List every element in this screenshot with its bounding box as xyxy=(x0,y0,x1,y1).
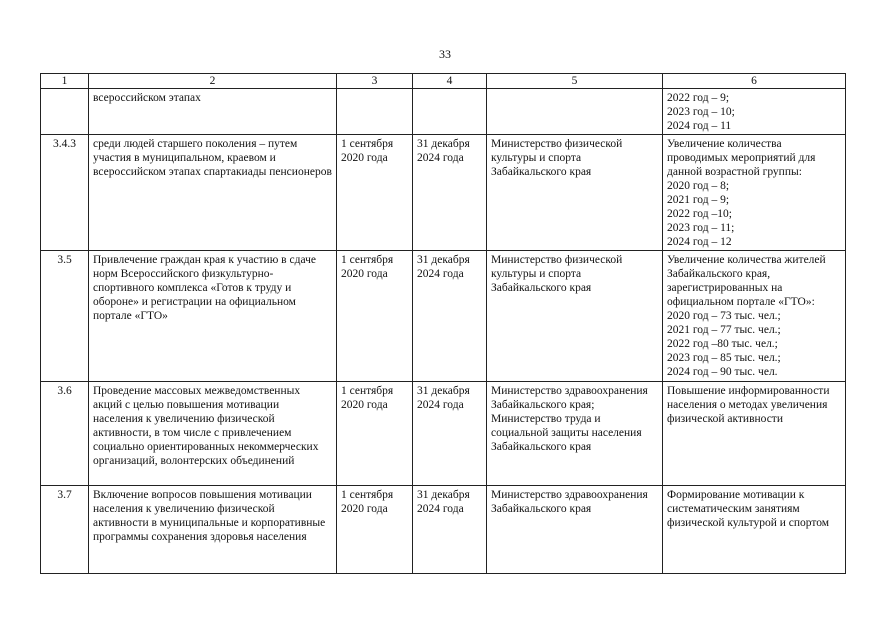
end-date-cell: 31 декабря 2024 года xyxy=(413,135,487,251)
activity-cell: Привлечение граждан края к участию в сдаче норм Всероссийского физкультурно-спортивного комплекса «Готов к труду и обороне» и регистрации на официальном портале «ГТО» xyxy=(89,251,337,382)
row-number: 3.5 xyxy=(41,251,89,382)
result-line: 2023 год – 85 тыс. чел.; xyxy=(667,352,781,364)
header-cell-5: 5 xyxy=(487,74,663,89)
result-line: 2022 год –80 тыс. чел.; xyxy=(667,338,778,350)
table-row xyxy=(41,486,846,574)
activity-cell: среди людей старшего поколения – путем участия в муниципальном, краевом и всероссийском этапах спартакиады пенсионеров xyxy=(89,135,337,251)
start-date-cell: 1 сентября 2020 года xyxy=(337,486,413,574)
row-number: 3.7 xyxy=(41,486,89,574)
result-line: Увеличение количества проводимых мероприятий для данной возрастной группы: xyxy=(667,138,816,178)
result-line: 2022 год –10; xyxy=(667,208,732,220)
result-line: 2023 год – 11; xyxy=(667,222,735,234)
executor-cell: Министерство физической культуры и спорта Забайкальского края xyxy=(487,251,663,382)
row-number: 3.4.3 xyxy=(41,135,89,251)
result-line: 2023 год – 10; xyxy=(667,106,735,118)
result-line: Повышение информированности населения о методах увеличения физической активности xyxy=(667,385,830,425)
end-date-cell: 31 декабря 2024 года xyxy=(413,251,487,382)
row-number xyxy=(41,89,89,135)
result-cell xyxy=(663,89,846,135)
start-date-cell: 1 сентября 2020 года xyxy=(337,382,413,486)
result-line: 2020 год – 8; xyxy=(667,180,730,192)
start-date-cell xyxy=(337,89,413,135)
executor-cell: Министерство здравоохранения Забайкальского края; Министерство труда и социальной защиты населения Забайкальского края xyxy=(487,382,663,486)
row-number: 3.6 xyxy=(41,382,89,486)
table-row xyxy=(41,89,846,135)
result-cell xyxy=(663,382,846,486)
result-cell xyxy=(663,135,846,251)
result-line: 2024 год – 90 тыс. чел. xyxy=(667,366,778,378)
end-date-cell: 31 декабря 2024 года xyxy=(413,382,487,486)
header-cell-1: 1 xyxy=(41,74,89,89)
result-cell xyxy=(663,486,846,574)
executor-cell xyxy=(487,89,663,135)
page-number: 33 xyxy=(439,47,451,61)
table-header-row xyxy=(41,74,846,89)
table-row xyxy=(41,135,846,251)
start-date-cell: 1 сентября 2020 года xyxy=(337,135,413,251)
header-cell-4: 4 xyxy=(413,74,487,89)
header-cell-3: 3 xyxy=(337,74,413,89)
table-row xyxy=(41,382,846,486)
end-date-cell: 31 декабря 2024 года xyxy=(413,486,487,574)
result-line: 2022 год – 9; xyxy=(667,92,730,104)
table-row xyxy=(41,251,846,382)
result-line: Формирование мотивации к систематическим занятиям физической культурой и спортом xyxy=(667,489,830,529)
result-line: Увеличение количества жителей Забайкальского края, зарегистрированных на официальном портале «ГТО»: xyxy=(667,254,826,308)
header-cell-6: 6 xyxy=(663,74,846,89)
result-line: 2021 год – 77 тыс. чел.; xyxy=(667,324,781,336)
end-date-cell xyxy=(413,89,487,135)
activity-cell: Проведение массовых межведомственных акций с целью повышения мотивации населения к увеличению физической активности, в том числе с привлечением социально ориентированных некоммерческих организаций, волонтерских объединений xyxy=(89,382,337,486)
result-cell xyxy=(663,251,846,382)
activity-cell: всероссийском этапах xyxy=(89,89,337,135)
plan-table xyxy=(40,73,846,574)
result-line: 2021 год – 9; xyxy=(667,194,730,206)
executor-cell: Министерство здравоохранения Забайкальского края xyxy=(487,486,663,574)
result-line: 2024 год – 12 xyxy=(667,236,732,248)
result-line: 2020 год – 73 тыс. чел.; xyxy=(667,310,781,322)
executor-cell: Министерство физической культуры и спорта Забайкальского края xyxy=(487,135,663,251)
header-cell-2: 2 xyxy=(89,74,337,89)
activity-cell: Включение вопросов повышения мотивации населения к увеличению физической активности в муниципальные и корпоративные программы сохранения здоровья населения xyxy=(89,486,337,574)
start-date-cell: 1 сентября 2020 года xyxy=(337,251,413,382)
result-line: 2024 год – 11 xyxy=(667,120,732,132)
